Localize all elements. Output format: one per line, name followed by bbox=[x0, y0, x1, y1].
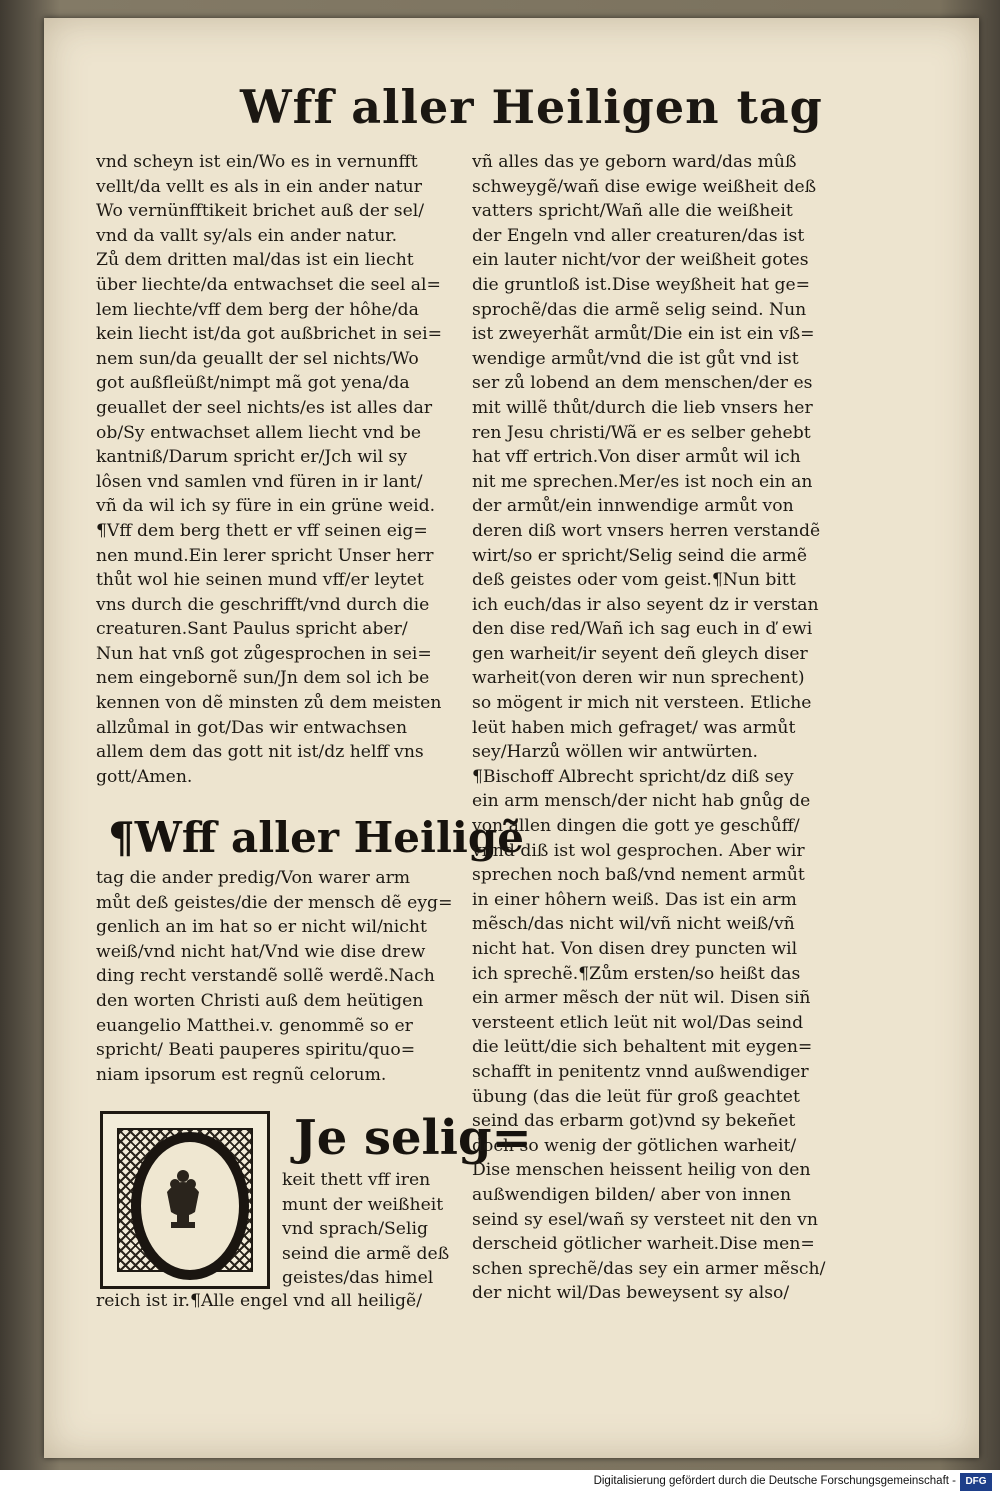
text-line: in einer hôhern weiß. Das ist ein arm bbox=[472, 889, 797, 910]
footer-bar bbox=[0, 1470, 1000, 1495]
text-line: geistes/das himel bbox=[282, 1268, 434, 1289]
text-line: Wo vernünfftikeit brichet auß der sel/ bbox=[96, 201, 425, 222]
text-line: ist zweyerhãt armůt/Die ein ist ein vß= bbox=[472, 324, 815, 345]
text-line: weiß/vnd nicht hat/Vnd wie dise drew bbox=[96, 941, 426, 962]
text-line: reich ist ir.¶Alle engel vnd all heiligẽ/ bbox=[96, 1291, 423, 1311]
text-line: ren Jesu christi/Wã er es selber gehebt bbox=[472, 422, 811, 443]
text-line: keit thett vff iren bbox=[282, 1170, 431, 1190]
text-line: vellt/da vellt es als in ein ander natur bbox=[96, 176, 422, 197]
text-line: schafft in penitentz vnnd außwendiger bbox=[472, 1061, 809, 1082]
vase-ornament-icon bbox=[157, 1164, 209, 1234]
running-title: Wff aller Heiligen tag bbox=[240, 80, 823, 134]
text-line: leüt haben mich gefraget/ was armůt bbox=[472, 717, 796, 738]
text-line: niam ipsorum est regnũ celorum. bbox=[96, 1064, 387, 1085]
text-line: Nun hat vnß got zůgesprochen in sei= bbox=[96, 643, 432, 664]
text-line: versteent etlich leüt nit wol/Das seind bbox=[472, 1012, 804, 1033]
text-line: der Engeln vnd aller creaturen/das ist bbox=[472, 225, 805, 246]
text-line: lôsen vnd samlen vnd füren in ir lant/ bbox=[96, 471, 423, 492]
text-line: die gruntloß ist.Dise weyßheit hat ge= bbox=[472, 274, 811, 295]
text-line: mẽsch/das nicht wil/vñ nicht weiß/vñ bbox=[472, 914, 795, 935]
text-line: kennen von dẽ minsten zů dem meisten bbox=[96, 693, 442, 714]
text-line: vñ da wil ich sy füre in ein grüne weid. bbox=[96, 496, 436, 517]
text-line: geuallet der seel nichts/es ist alles dar bbox=[96, 397, 433, 418]
text-line: nicht hat. Von disen drey puncten wil bbox=[472, 939, 798, 959]
text-line: mit willẽ thůt/durch die lieb vnsers her bbox=[472, 397, 813, 418]
text-line: sprechen noch baß/vnd nement armůt bbox=[472, 865, 805, 886]
text-line: ein lauter nicht/vor der weißheit gotes bbox=[472, 250, 809, 271]
text-line: seind das erbarm got)vnd sy bekeñet bbox=[472, 1111, 796, 1132]
text-line: sprochẽ/das die armẽ selig seind. Nun bbox=[472, 299, 807, 320]
text-line: nem eingebornẽ sun/Jn dem sol ich be bbox=[96, 668, 430, 689]
text-line: ich euch/das ir also seyent dz ir verstan bbox=[472, 594, 819, 615]
text-line: ser zů lobend an dem menschen/der es bbox=[472, 373, 813, 394]
text-line: die leütt/die sich behaltent mit eygen= bbox=[472, 1037, 813, 1058]
left-column bbox=[96, 150, 468, 789]
text-line: hat vff ertrich.Von diser armůt wil ich bbox=[472, 447, 801, 468]
text-line: über liechte/da entwachset die seel al= bbox=[96, 274, 441, 295]
text-line: von allen dingen die gott ye geschůff/ bbox=[472, 816, 800, 837]
left-column-sermon-intro bbox=[96, 866, 468, 1087]
text-line: seind sy esel/wañ sy versteet nit den vn bbox=[472, 1209, 818, 1230]
left-column-last-line bbox=[96, 1289, 468, 1314]
text-line: got außfleüßt/nimpt mã got yena/da bbox=[96, 373, 410, 394]
footer-credit: Digitalisierung gefördert durch die Deutsche Forschungsgemeinschaft - bbox=[593, 1475, 956, 1487]
text-line: genlich an im hat so er nicht wil/nicht bbox=[96, 917, 427, 938]
text-line: allem dem das gott nit ist/dz helff vns bbox=[96, 742, 424, 763]
text-line: so mögent ir mich nit versteen. Etliche bbox=[472, 693, 812, 714]
dropcap-continuation: Je selig= bbox=[294, 1110, 532, 1166]
text-line: sey/Harzů wöllen wir antwürten. bbox=[472, 742, 759, 763]
text-line: vñ alles das ye geborn ward/das mûß bbox=[472, 152, 797, 172]
text-line: gen warheit/ir seyent deñ gleych diser bbox=[472, 643, 808, 664]
text-line: lem liechte/vff dem berg der hôhe/da bbox=[96, 299, 419, 320]
text-line: deß geistes oder vom geist.¶Nun bitt bbox=[472, 570, 796, 591]
text-line: vnd scheyn ist ein/Wo es in vernunfft bbox=[96, 152, 418, 172]
text-line: deren diß wort vnsers herren verstandẽ bbox=[472, 520, 821, 541]
text-line: ¶Vff dem berg thett er vff seinen eig= bbox=[96, 520, 428, 541]
text-line: nit me sprechen.Mer/es ist noch ein an bbox=[472, 471, 813, 492]
text-line: ich sprechẽ.¶Zům ersten/so heißt das bbox=[472, 963, 801, 984]
text-line: ding recht verstandẽ sollẽ werdẽ.Nach bbox=[96, 966, 435, 987]
text-line: den worten Christi auß dem heütigen bbox=[96, 990, 424, 1011]
text-line: creaturen.Sant Paulus spricht aber/ bbox=[96, 619, 408, 640]
initial-side-column bbox=[282, 1168, 472, 1291]
text-line: tag die ander predig/Von warer arm bbox=[96, 868, 411, 888]
text-line: außwendigen bilden/ aber von innen bbox=[472, 1184, 792, 1205]
text-line: vnnd diß ist wol gesprochen. Aber wir bbox=[472, 840, 805, 861]
text-line: Zů dem dritten mal/das ist ein liecht bbox=[96, 250, 414, 271]
text-line: allzůmal in got/Das wir entwachsen bbox=[96, 717, 408, 738]
text-line: seind die armẽ deß bbox=[282, 1243, 450, 1264]
text-line: ein armer mẽsch der nüt wil. Disen siñ bbox=[472, 988, 811, 1009]
text-line: thůt wol hie seinen mund vff/er leytet bbox=[96, 570, 424, 591]
text-line: Dise menschen heissent heilig von den bbox=[472, 1160, 811, 1181]
section-heading: ¶Wff aller Heiligẽ bbox=[108, 813, 524, 862]
text-line: euangelio Matthei.v. genommẽ so er bbox=[96, 1015, 413, 1036]
text-line: doch so wenig der götlichen warheit/ bbox=[472, 1135, 797, 1156]
text-line: nen mund.Ein lerer spricht Unser herr bbox=[96, 545, 434, 566]
text-line: kantniß/Darum spricht er/Jch wil sy bbox=[96, 447, 408, 468]
text-line: vnd da vallt sy/als ein ander natur. bbox=[96, 225, 398, 246]
text-line: derscheid götlicher warheit.Dise men= bbox=[472, 1234, 815, 1255]
text-line: kein liecht ist/da got außbrichet in sei= bbox=[96, 324, 442, 345]
text-line: ein arm mensch/der nicht hab gnůg de bbox=[472, 791, 811, 812]
text-line: vnd sprach/Selig bbox=[282, 1219, 428, 1240]
ornamental-initial-icon bbox=[100, 1111, 270, 1289]
right-column bbox=[472, 150, 844, 1306]
text-line: der nicht wil/Das beweysent sy also/ bbox=[472, 1283, 790, 1304]
text-line: nem sun/da geuallt der sel nichts/Wo bbox=[96, 348, 419, 369]
text-line: der armůt/ein innwendige armůt von bbox=[472, 496, 794, 517]
text-line: vatters spricht/Wañ alle die weißheit bbox=[472, 201, 793, 222]
text-line: ob/Sy entwachset allem liecht vnd be bbox=[96, 422, 422, 443]
text-line: den dise red/Wañ ich sag euch in ď ewi bbox=[472, 619, 813, 640]
text-line: schweygẽ/wañ dise ewige weißheit deß bbox=[472, 176, 817, 197]
text-line: übung (das die leüt für groß geachtet bbox=[472, 1086, 800, 1107]
dfg-logo-icon[interactable]: DFG bbox=[960, 1473, 992, 1491]
text-line: schen sprechẽ/das sey ein armer mẽsch/ bbox=[472, 1258, 826, 1279]
text-line: můt deß geistes/die der mensch dẽ eyg= bbox=[96, 892, 453, 913]
text-line: wirt/so er spricht/Selig seind die armẽ bbox=[472, 545, 808, 566]
text-line: spricht/ Beati pauperes spiritu/quo= bbox=[96, 1040, 416, 1061]
text-line: ¶Bischoff Albrecht spricht/dz diß sey bbox=[472, 766, 794, 787]
text-line: vns durch die geschrifft/vnd durch die bbox=[96, 594, 430, 615]
text-line: munt der weißheit bbox=[282, 1194, 444, 1215]
text-line: wendige armůt/vnd die ist gůt vnd ist bbox=[472, 348, 799, 369]
text-line: gott/Amen. bbox=[96, 766, 193, 787]
text-line: warheit(von deren wir nun sprechent) bbox=[472, 668, 805, 689]
